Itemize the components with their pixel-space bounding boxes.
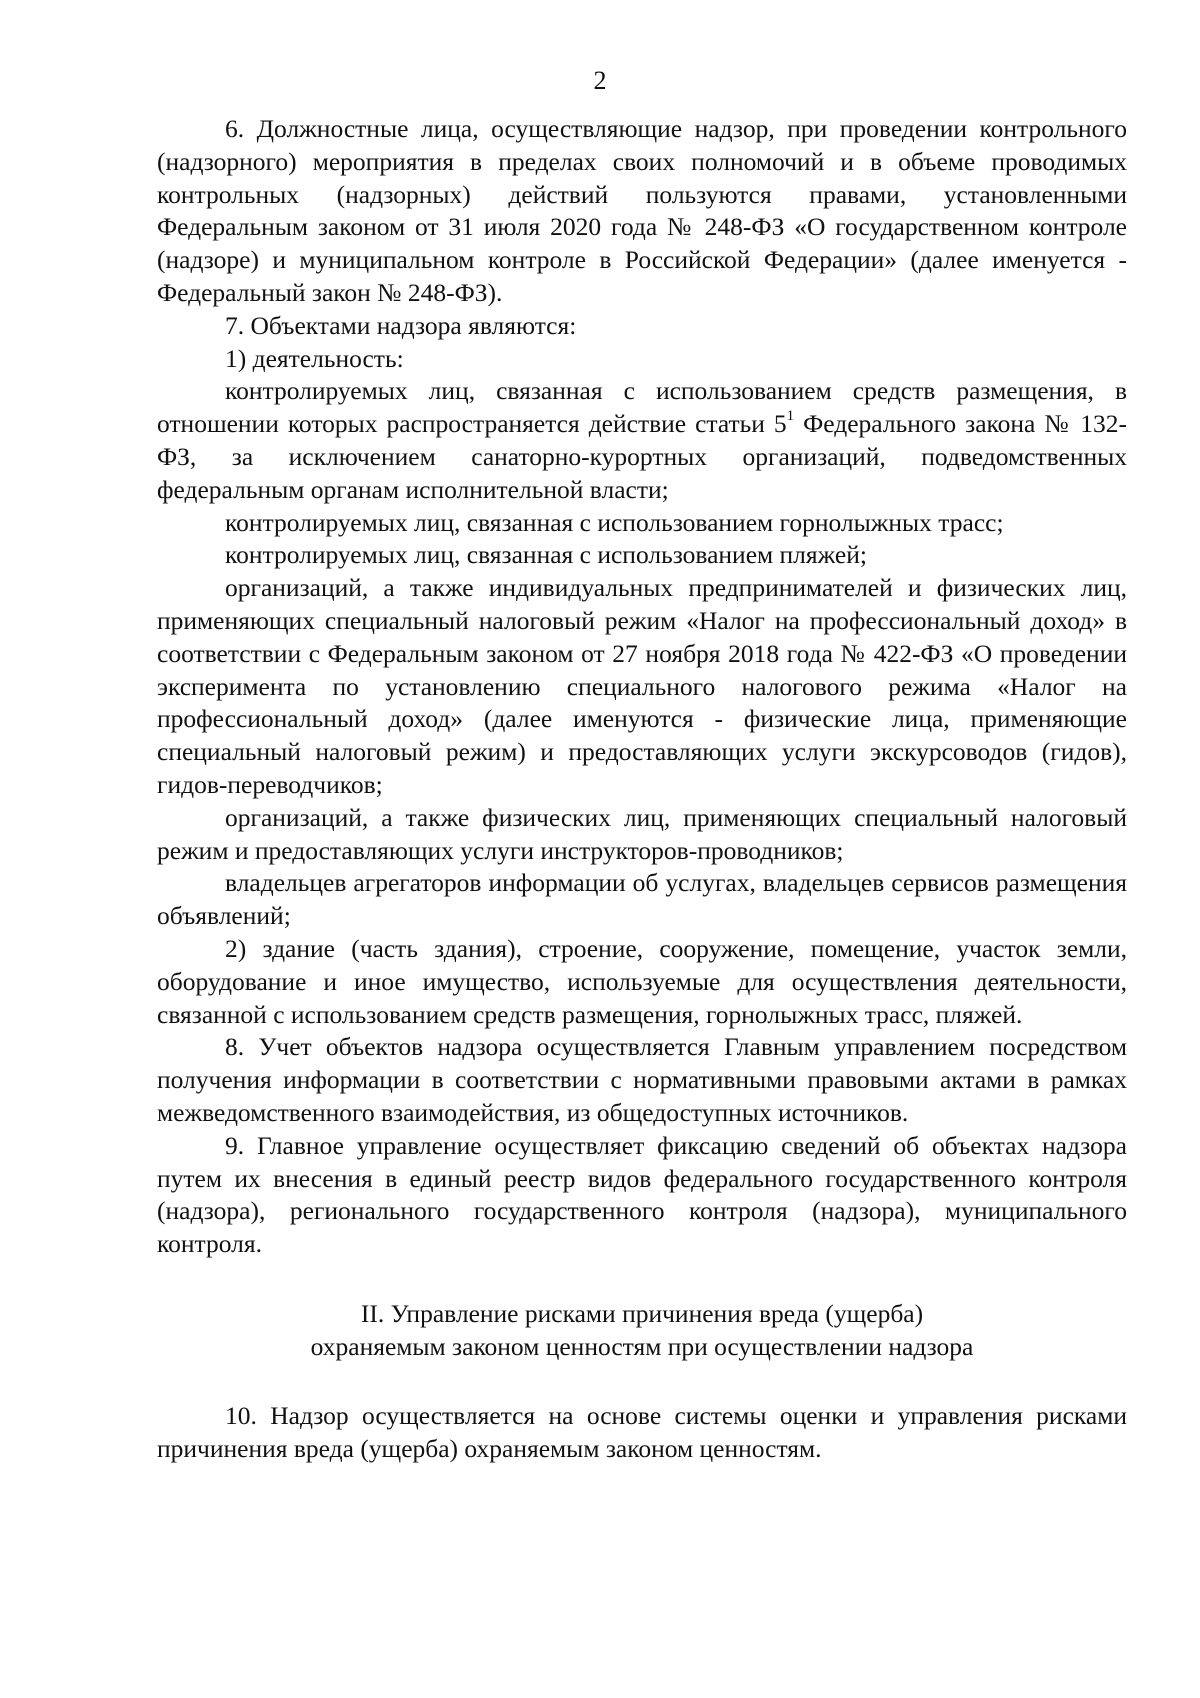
paragraph-7-item-2: 2) здание (часть здания), строение, сооружение, помещение, участок земли, оборудование и иное имущество, используемые для осуществления деятельности, связанной с использованием средств размещения, горнолыжных трасс, пляжей. xyxy=(157,933,1127,1029)
paragraph-7-item-1-aggregators: владельцев агрегаторов информации об услугах, владельцев сервисов размещения объявлений; xyxy=(157,868,1127,931)
section-title-line-1: II. Управление рисками причинения вреда (ущерба) xyxy=(360,1298,924,1328)
paragraph-10: 10. Надзор осуществляется на основе системы оценки и управления рисками причинения вреда (ущерба) охраняемым законом ценностям. xyxy=(157,1401,1127,1464)
paragraph-7-item-1-accommodation xyxy=(157,375,1127,506)
paragraph-8: 8. Учет объектов надзора осуществляется Главным управлением посредством получения информации в соответствии с нормативными правовыми актами в рамках межведомственного взаимодействия, из общедоступных источников. xyxy=(157,1032,1127,1127)
page-number: 2 xyxy=(593,66,607,95)
section-2-title xyxy=(157,1298,1127,1364)
accommodation-text-end: Федерального закона № 132-ФЗ, за исключением санаторно-курортных организаций, подведомственных федеральным органам исполнительной власти; xyxy=(157,409,1127,504)
paragraph-7-item-1-beaches: контролируемых лиц, связанная с использованием пляжей; xyxy=(225,540,867,570)
article-superscript: 1 xyxy=(786,408,795,425)
paragraph-6: 6. Должностные лица, осуществляющие надзор, при проведении контрольного (надзорного) мероприятия в пределах своих полномочий и в объеме проводимых контрольных (надзорных) действий пользуются правами, установленными Федеральным законом от 31 июля 2020 года № 248-ФЗ «О государственном контроле (надзоре) и муниципальном контроле в Российской Федерации» (далее именуется - Федеральный закон № 248-ФЗ). xyxy=(157,114,1127,307)
document-body xyxy=(157,113,1127,1466)
paragraph-7-item-1-guides: организаций, а также индивидуальных предпринимателей и физических лиц, применяющих специальный налоговый режим «Налог на профессиональный доход» в соответствии с Федеральным законом от 27 ноября 2018 года № 422-ФЗ «О проведении эксперимента по установлению специального налогового режима «Налог на профессиональный доход» (далее именуются - физические лица, применяющие специальный налоговый режим) и предоставляющих услуги экскурсоводов (гидов), гидов-переводчиков; xyxy=(157,573,1127,799)
paragraph-7: 7. Объектами надзора являются: xyxy=(225,310,577,340)
section-title-line-2: охраняемым законом ценностям при осуществлении надзора xyxy=(310,1331,974,1361)
paragraph-7-item-1-instructors: организаций, а также физических лиц, применяющих специальный налоговый режим и предоставляющих услуги инструкторов-проводников; xyxy=(157,802,1127,865)
paragraph-7-item-1: 1) деятельность: xyxy=(225,343,404,373)
paragraph-7-item-1-ski-slopes: контролируемых лиц, связанная с использованием горнолыжных трасс; xyxy=(225,507,1004,537)
accommodation-text-start: контролируемых лиц, связанная с использованием средств размещения, в отношении которых распространяется действие статьи 5 xyxy=(157,376,1127,439)
paragraph-9: 9. Главное управление осуществляет фиксацию сведений об объектах надзора путем их внесения в единый реестр видов федерального государственного контроля (надзора), регионального государственного контроля (надзора), муниципального контроля. xyxy=(157,1130,1127,1259)
